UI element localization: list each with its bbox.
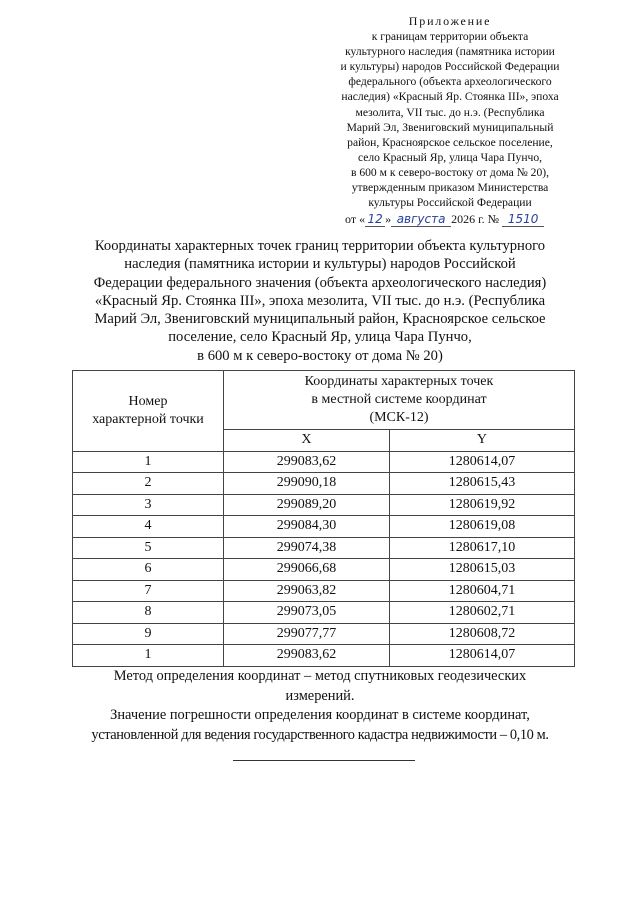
cell-y: 1280619,08: [389, 516, 574, 538]
order-date-line: [345, 212, 544, 227]
title-line: наследия (памятника истории и культуры) народов Российской: [124, 256, 516, 273]
closing-divider: [233, 760, 415, 761]
cell-point-number: 6: [73, 559, 224, 581]
cell-point-number: 4: [73, 516, 224, 538]
cell-x: 299066,68: [224, 559, 390, 581]
cell-y: 1280604,71: [389, 580, 574, 602]
header-coordinates-line: в местной системе координат: [311, 392, 487, 407]
header-y: Y: [389, 430, 574, 452]
title-line: в 600 м к северо-востоку от дома № 20): [197, 347, 443, 364]
order-day: 12: [365, 212, 385, 227]
order-month: августа: [391, 212, 451, 227]
appendix-line: культуры Российской Федерации: [368, 196, 532, 210]
title-line: Марий Эл, Звениговский муниципальный район, Красноярское сельское: [94, 311, 546, 328]
cell-point-number: 9: [73, 623, 224, 645]
coordinates-table: [72, 370, 575, 667]
appendix-block: [300, 14, 600, 210]
method-line: измерений.: [285, 687, 355, 704]
cell-y: 1280602,71: [389, 602, 574, 624]
header-point-number-line: характерной точки: [92, 411, 204, 427]
table-row: [73, 537, 575, 559]
cell-y: 1280608,72: [389, 623, 574, 645]
header-point-number: [73, 371, 224, 452]
table-row: [73, 645, 575, 667]
cell-point-number: 8: [73, 602, 224, 624]
cell-point-number: 2: [73, 473, 224, 495]
cell-x: 299090,18: [224, 473, 390, 495]
method-note: [82, 667, 558, 745]
cell-x: 299077,77: [224, 623, 390, 645]
table-row: [73, 473, 575, 495]
method-line: Метод определения координат – метод спутниковых геодезических: [113, 668, 527, 684]
appendix-line: и культуры) народов Российской Федерации: [340, 60, 560, 74]
appendix-heading: Приложение: [408, 14, 492, 28]
order-mid: »: [385, 212, 392, 226]
header-x: X: [224, 430, 390, 452]
cell-y: 1280614,07: [389, 451, 574, 473]
cell-x: 299083,62: [224, 451, 390, 473]
appendix-line: мезолита, VII тыс. до н.э. (Республика: [355, 105, 545, 119]
title-line: Координаты характерных точек границ территории объекта культурного: [94, 238, 546, 254]
cell-x: 299063,82: [224, 580, 390, 602]
appendix-line: район, Красноярское сельское поселение,: [347, 135, 553, 149]
table-row: [73, 516, 575, 538]
table-row: [73, 580, 575, 602]
cell-x: 299073,05: [224, 602, 390, 624]
cell-point-number: 1: [73, 645, 224, 667]
cell-y: 1280615,03: [389, 559, 574, 581]
cell-x: 299083,62: [224, 645, 390, 667]
cell-point-number: 7: [73, 580, 224, 602]
method-line: Значение погрешности определения координат в системе координат,: [110, 707, 530, 723]
cell-y: 1280614,07: [389, 645, 574, 667]
method-line: установленной для ведения государственного кадастра недвижимости – 0,10 м.: [91, 726, 549, 743]
table-row: [73, 602, 575, 624]
appendix-line: утвержденным приказом Министерства: [351, 181, 549, 195]
table-row: [73, 623, 575, 645]
appendix-line: Марий Эл, Звениговский муниципальный: [346, 120, 554, 134]
appendix-line: наследия) «Красный Яр. Стоянка III», эпоха: [341, 90, 559, 104]
table-row: [73, 451, 575, 473]
appendix-line: культурного наследия (памятника истории: [345, 45, 555, 59]
header-point-number-line: Номер: [128, 393, 168, 409]
appendix-line: село Красный Яр, улица Чара Пунчо,: [357, 150, 543, 164]
cell-y: 1280615,43: [389, 473, 574, 495]
cell-y: 1280617,10: [389, 537, 574, 559]
cell-point-number: 3: [73, 494, 224, 516]
cell-y: 1280619,92: [389, 494, 574, 516]
header-coordinates-line: (МСК-12): [369, 410, 429, 425]
header-coordinates-line: Координаты характерных точек: [304, 374, 494, 389]
appendix-line: в 600 м к северо-востоку от дома № 20),: [350, 165, 550, 179]
cell-point-number: 5: [73, 537, 224, 559]
cell-x: 299084,30: [224, 516, 390, 538]
title-line: «Красный Яр. Стоянка III», эпоха мезолита, VII тыс. до н.э. (Республика: [94, 292, 546, 309]
order-year: 2026 г. №: [451, 212, 500, 226]
title-line: поселение, село Красный Яр, улица Чара Пунчо,: [168, 329, 472, 346]
cell-x: 299074,38: [224, 537, 390, 559]
cell-x: 299089,20: [224, 494, 390, 516]
cell-point-number: 1: [73, 451, 224, 473]
header-coordinates: [224, 371, 575, 430]
title-line: Федерации федерального значения (объекта археологического наследия): [93, 274, 547, 291]
table-row: [73, 494, 575, 516]
table-row: [73, 559, 575, 581]
order-prefix: от «: [345, 212, 366, 226]
appendix-line: к границам территории объекта: [371, 30, 529, 44]
order-number: 1510: [502, 212, 544, 227]
appendix-line: федерального (объекта археологического: [348, 75, 552, 89]
document-title: [80, 237, 560, 365]
